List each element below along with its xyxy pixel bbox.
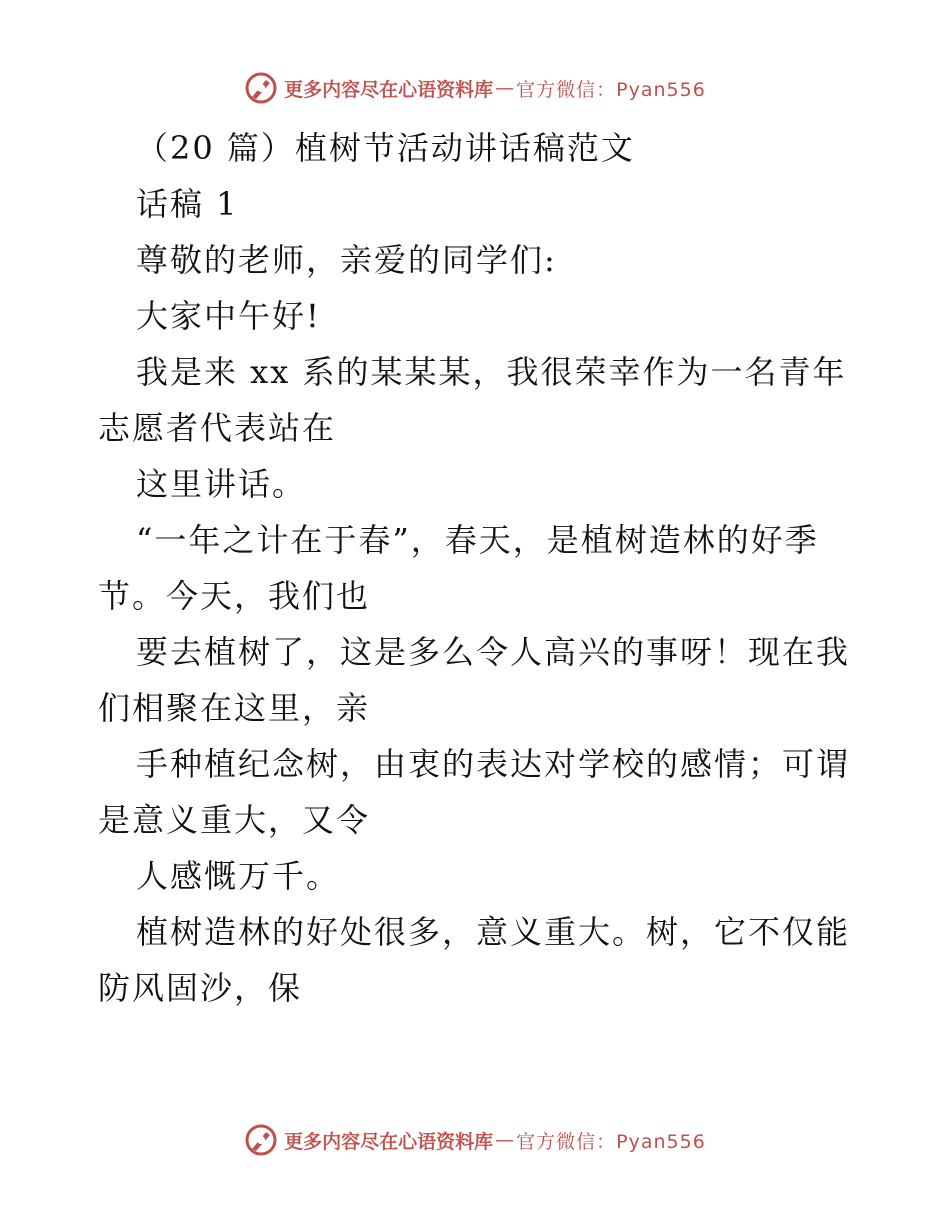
banner-wechat-text: 官方微信：Pyan556 [516,1130,706,1153]
pen-circle-logo-icon [244,1123,278,1157]
banner-wechat-text: 官方微信：Pyan556 [516,78,706,101]
paragraph: 要去植树了，这是多么令人高兴的事呀！现在我们相聚在这里，亲 [98,633,851,727]
paragraph: 手种植纪念树，由衷的表达对学校的感情；可谓是意义重大，又令 [98,745,851,839]
paragraph: 尊敬的老师，亲爱的同学们: [136,241,557,279]
header-banner [0,68,950,108]
banner-separator: — [495,1129,515,1151]
paragraph: 我是来 xx 系的某某某，我很荣幸作为一名青年志愿者代表站在 [98,353,847,447]
paragraph: 人感慨万千。 [136,857,341,895]
document-body [98,120,858,1016]
banner-separator: — [495,77,515,99]
paragraph: “一年之计在于春”，春天，是植树造林的好季节。今天，我们也 [98,521,819,615]
document-title: （20 篇）植树节活动讲话稿范文 [136,129,635,167]
paragraph: 植树造林的好处很多，意义重大。树，它不仅能防风固沙，保 [98,913,851,1007]
paragraph: 大家中午好! [136,297,321,335]
banner-promo-text: 更多内容尽在心语资料库 [284,1130,494,1153]
pen-circle-logo-icon [244,71,278,105]
footer-banner [0,1120,950,1160]
paragraph: 话稿 1 [136,185,239,223]
banner-promo-text: 更多内容尽在心语资料库 [284,78,494,101]
paragraph: 这里讲话。 [136,465,307,503]
